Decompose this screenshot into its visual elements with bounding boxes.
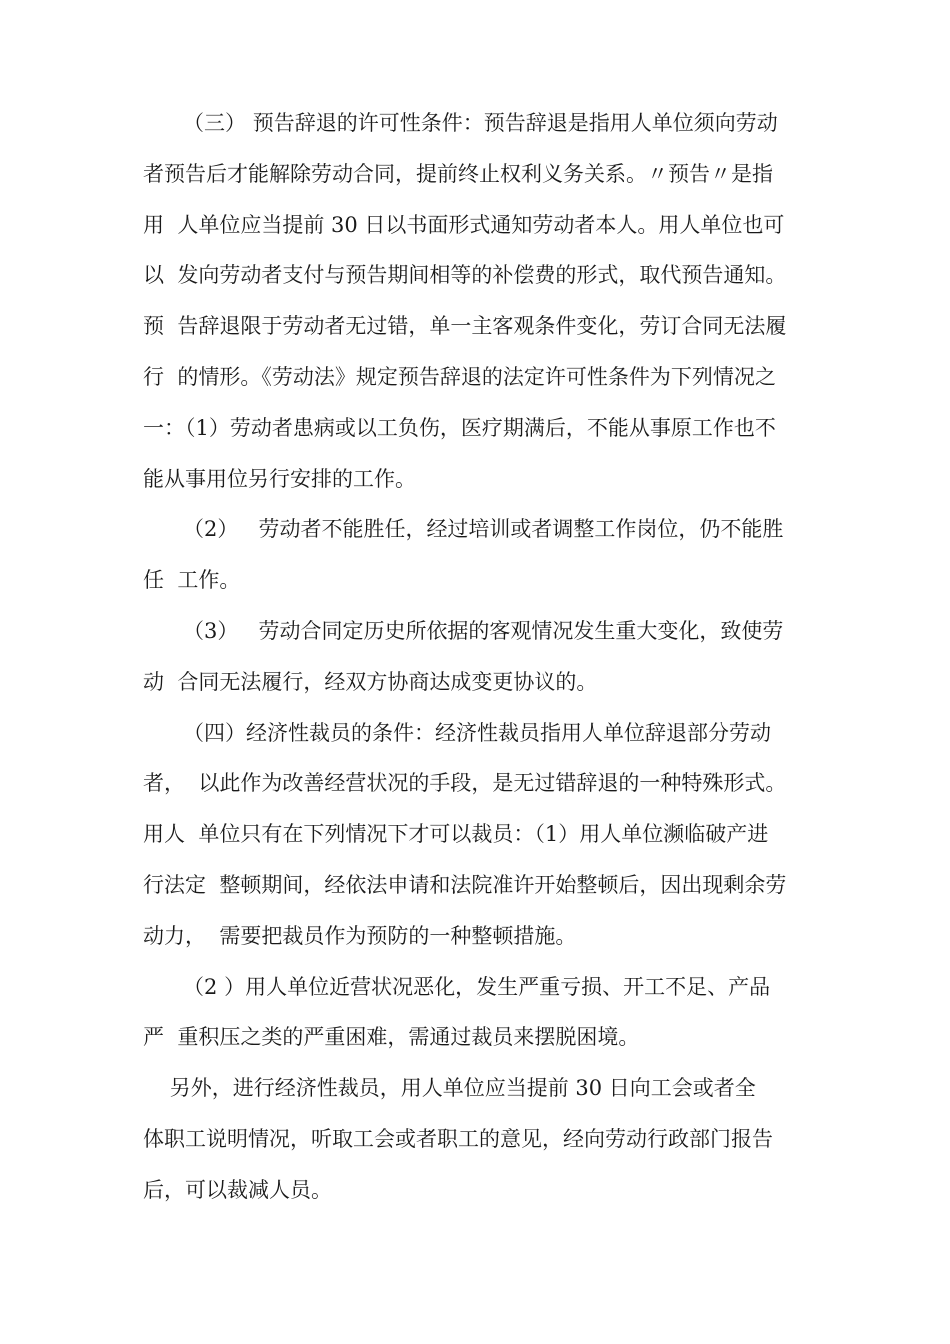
text-line: （四）经济性裁员的条件：经济性裁员指用人单位辞退部分劳动 — [143, 720, 772, 745]
text-line: 另外，进行经济性裁员，用人单位应当提前 30 日向工会或者全 — [143, 1076, 756, 1101]
text-line: 者， 以此作为改善经营状况的手段，是无过错辞退的一种特殊形式。 — [143, 771, 787, 796]
text-line: 任 工作。 — [143, 568, 241, 593]
text-line: 后，可以裁减人员。 — [143, 1177, 332, 1202]
text-line: 行 的情形。《劳动法》规定预告辞退的法定许可性条件为下列情况之 — [143, 364, 776, 389]
text-line: （3） 劳动合同定历史所依据的客观情况发生重大变化，致使劳 — [143, 618, 784, 643]
document-body — [143, 98, 833, 1216]
text-line: 用 人单位应当提前 30 日以书面形式通知劳动者本人。用人单位也可 — [143, 212, 785, 237]
text-line: （三） 预告辞退的许可性条件：预告辞退是指用人单位须向劳动 — [143, 111, 778, 135]
text-line: 用人 单位只有在下列情况下才可以裁员：（1）用人单位濒临破产进 — [143, 822, 769, 847]
text-line: 预 告辞退限于劳动者无过错，单一主客观条件变化，劳订合同无法履 — [143, 314, 787, 339]
text-line: 以 发向劳动者支付与预告期间相等的补偿费的形式，取代预告通知。 — [143, 263, 787, 288]
text-line: 行法定 整顿期间，经依法申请和法院准许开始整顿后，因出现剩余劳 — [143, 872, 787, 897]
text-line: （2 ）用人单位近营状况恶化，发生严重亏损、开工不足、产品 — [143, 974, 771, 999]
text-line: 一：（1）劳动者患病或以工负伤，医疗期满后，不能从事原工作也不 — [143, 415, 776, 440]
text-line: 动力， 需要把裁员作为预防的一种整顿措施。 — [143, 923, 577, 948]
text-line: 者预告后才能解除劳动合同，提前终止权利义务关系。〃预告〃是指 — [143, 161, 773, 186]
text-line: 严 重积压之类的严重困难，需通过裁员来摆脱困境。 — [143, 1025, 640, 1050]
text-line: 体职工说明情况，听取工会或者职工的意见，经向劳动行政部门报告 — [143, 1126, 773, 1151]
text-line: 动 合同无法履行，经双方协商达成变更协议的。 — [143, 669, 598, 694]
text-line: （2） 劳动者不能胜任，经过培训或者调整工作岗位，仍不能胜 — [143, 517, 784, 542]
text-line: 能从事用位另行安排的工作。 — [143, 466, 416, 491]
